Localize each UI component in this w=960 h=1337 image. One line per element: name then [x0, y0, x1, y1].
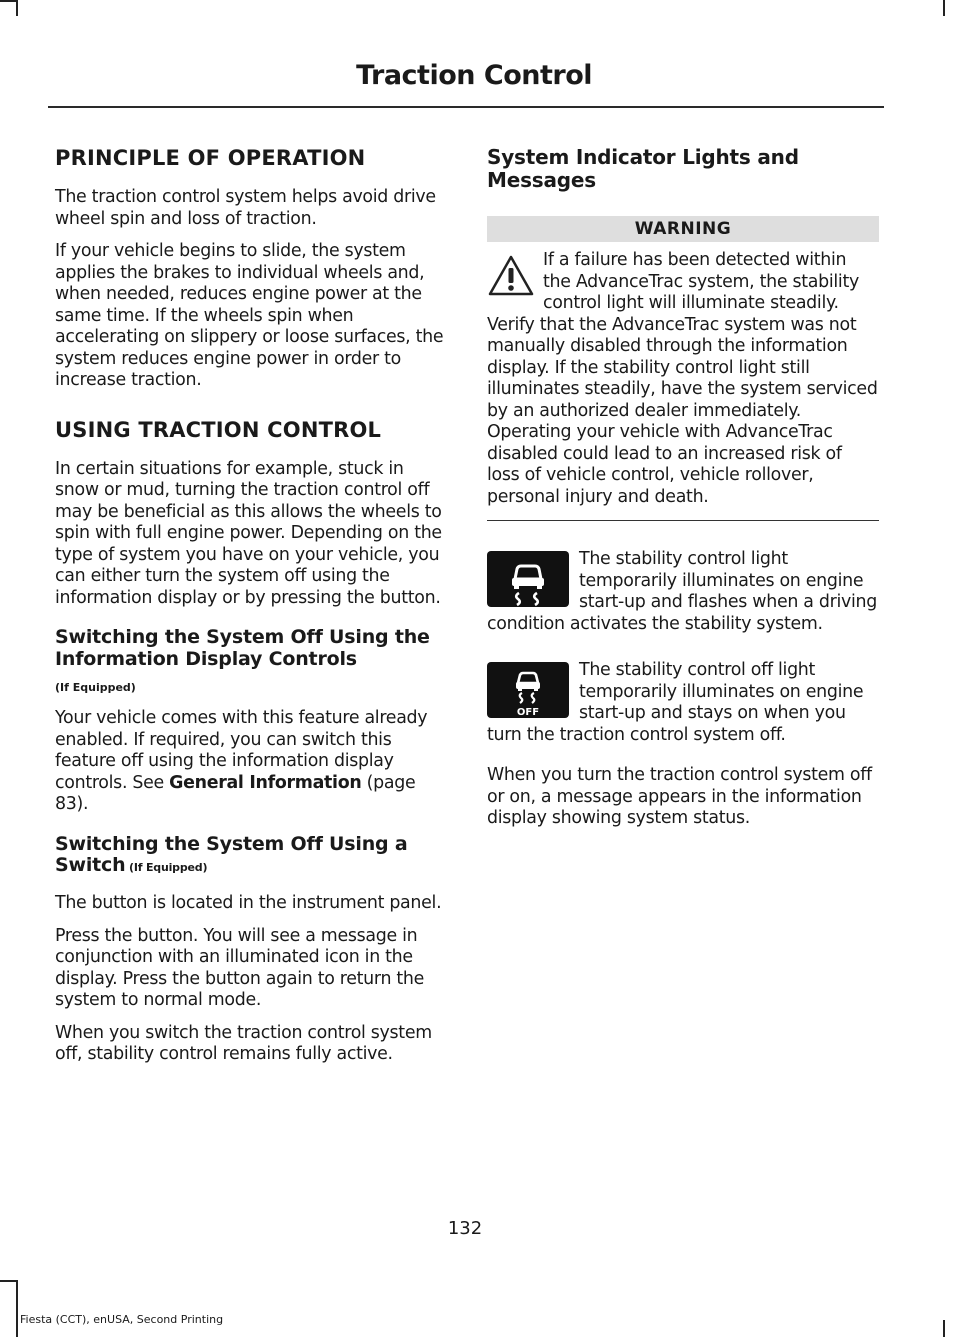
heading-switch-text: Switching the System Off Using a Switch [55, 832, 408, 877]
off-label: OFF [516, 707, 540, 718]
warning-bar: WARNING [487, 216, 879, 242]
paragraph: Press the button. You will see a message in conjunction with an illuminated icon in the display. Press the button again to return the system to normal mode. [55, 925, 425, 1011]
paragraph: The stability control off light temporarily illuminates on engine start-up and stays on when you turn the traction control system off. [487, 660, 864, 745]
heading-indicators: System Indicator Lights and Messages [487, 145, 799, 192]
skidding-car-off-icon [487, 662, 569, 718]
paragraph: In certain situations for example, stuck in snow or mud, turning the traction control off may be beneficial as this allows the wheels to spin with full engine power. Depending on the type of system you have on your vehicle, you can either turn the system off using the information display or by pressing the button. [55, 458, 442, 608]
paragraph-text: Your vehicle comes with this feature already enabled. If required, you can switch this feature off using the information display controls. See [55, 708, 428, 793]
footer-text: Fiesta (CCT), enUSA, Second Printing [20, 1313, 224, 1326]
paragraph: The button is located in the instrument panel. [55, 893, 442, 914]
divider [487, 520, 879, 521]
paragraph: When you turn the traction control system off or on, a message appears in the information display showing system status. [487, 765, 872, 828]
stability-control-light-icon [487, 551, 569, 607]
crop-mark [16, 0, 18, 16]
paragraph: The traction control system helps avoid drive wheel spin and loss of traction. [55, 187, 436, 229]
heading-display: Switching the System Off Using the Information Display Controls [55, 626, 430, 671]
crop-mark [0, 1280, 18, 1282]
left-column [55, 146, 447, 1077]
if-equipped-tag: (If Equipped) [125, 861, 208, 875]
crop-mark [943, 1320, 945, 1337]
paragraph: If your vehicle begins to slide, the system applies the brakes to individual wheels and, when needed, reduces engine power at the same time. If the wheels spin when accelerating on slippery or loose surfaces, the system reduces engine power in order to increase traction. [55, 241, 444, 391]
paragraph: The stability control light temporarily illuminates on engine start-up and flashes when a driving condition activates the stability system. [487, 549, 877, 634]
crop-mark [0, 0, 16, 2]
heading-using: USING TRACTION CONTROL [55, 417, 382, 442]
heading-switch [55, 834, 447, 878]
right-column [487, 146, 879, 841]
crop-mark [943, 0, 945, 16]
warning-text: If a failure has been detected within the AdvanceTrac system, the stability control light will illuminate steadily. Verify that the AdvanceTrac system was not manually disabled through the information display. If the stability control light still illuminates steadily, have the system serviced by an authorized dealer immediately. Operating your vehicle with AdvanceTrac disabled could lead to an increased risk of loss of vehicle control, vehicle rollover, personal injury and death. [487, 250, 878, 507]
page-reference: (page 83). [55, 772, 416, 815]
header-rule [48, 106, 884, 108]
heading-principle: PRINCIPLE OF OPERATION [55, 146, 366, 170]
cross-reference-link[interactable]: General Information [169, 772, 362, 793]
stability-control-off-light-icon [487, 662, 569, 718]
warning-triangle-icon [487, 254, 535, 298]
paragraph [55, 708, 447, 816]
skidding-car-icon [487, 551, 569, 607]
page-number: 132 [447, 1218, 483, 1239]
if-equipped-tag: (If Equipped) [55, 681, 136, 695]
page-title: Traction Control [356, 60, 592, 91]
paragraph: When you switch the traction control system off, stability control remains fully active. [55, 1022, 432, 1065]
crop-mark [16, 1280, 18, 1337]
